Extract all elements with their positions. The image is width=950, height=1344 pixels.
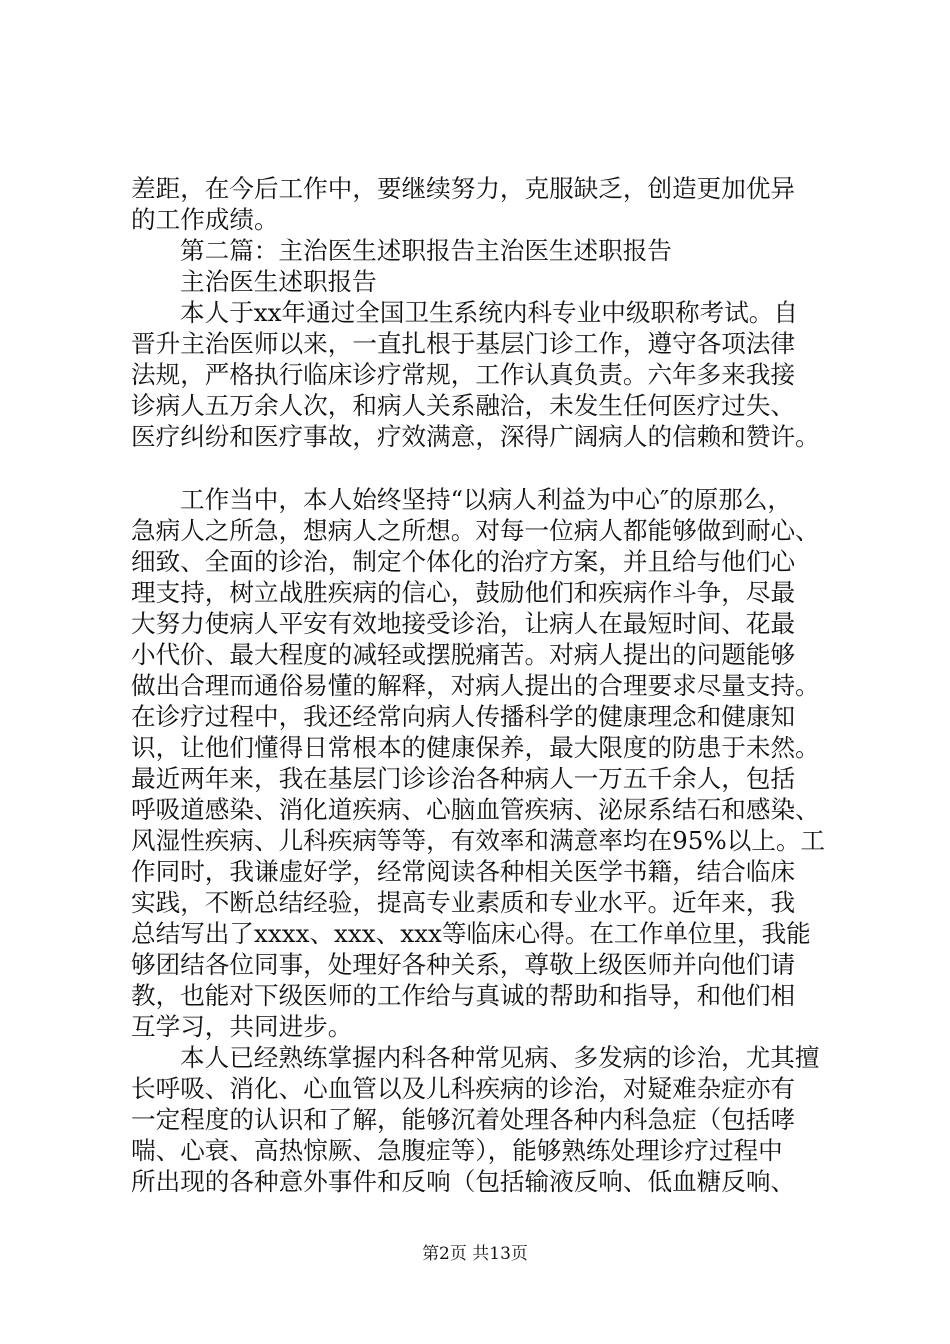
body-line: 急病人之所急，想病人之所想。对每一位病人都能够做到耐心、	[131, 516, 820, 545]
report-title: 主治医生述职报告	[180, 267, 377, 296]
body-line: 喘、心衰、高热惊厥、急腹症等），能够熟练处理诊疗过程中	[131, 1136, 783, 1165]
body-line: 晋升主治医师以来，一直扎根于基层门诊工作，遵守各项法律	[131, 329, 796, 358]
body-line: 法规，严格执行临床诊疗常规，工作认真负责。六年多来我接	[131, 360, 796, 389]
body-line: 小代价、最大程度的减轻或摆脱痛苦。对病人提出的问题能够	[131, 640, 796, 669]
body-line: 细致、全面的诊治，制定个体化的治疗方案，并且给与他们心	[131, 547, 796, 576]
body-line: 本人于xx年通过全国卫生系统内科专业中级职称考试。自	[180, 298, 798, 327]
body-line: 理支持，树立战胜疾病的信心，鼓励他们和疾病作斗争，尽最	[131, 578, 796, 607]
body-line: 呼吸道感染、消化道疾病、心脑血管疾病、泌尿系结石和感染、	[131, 795, 820, 824]
body-line: 教，也能对下级医师的工作给与真诚的帮助和指导，和他们相	[131, 981, 796, 1010]
body-line: 医疗纠纷和医疗事故，疗效满意，深得广阔病人的信赖和赞许。	[131, 422, 820, 451]
body-line: 大努力使病人平安有效地接受诊治，让病人在最短时间、花最	[131, 609, 796, 638]
body-line: 一定程度的认识和了解，能够沉着处理各种内科急症（包括哮	[131, 1105, 796, 1134]
body-line: 做出合理而通俗易懂的解释，对病人提出的合理要求尽量支持。	[131, 671, 820, 700]
body-line: 作同时，我谦虚好学，经常阅读各种相关医学书籍，结合临床	[131, 857, 796, 886]
body-line: 本人已经熟练掌握内科各种常见病、多发病的诊治，尤其擅	[180, 1043, 820, 1072]
body-line: 实践，不断总结经验，提高专业素质和专业水平。近年来，我	[131, 888, 796, 917]
body-line: 长呼吸、消化、心血管以及儿科疾病的诊治，对疑难杂症亦有	[131, 1074, 796, 1103]
body-line: 工作当中，本人始终坚持“以病人利益为中心″的原那么，	[180, 485, 793, 514]
body-line: 互学习，共同进步。	[131, 1012, 353, 1041]
body-line: 所出现的各种意外事件和反响（包括输液反响、低血糖反响、	[131, 1167, 796, 1196]
body-line: 诊病人五万余人次，和病人关系融洽，未发生任何医疗过失、	[131, 391, 796, 420]
body-line: 在诊疗过程中，我还经常向病人传播科学的健康理念和健康知	[131, 702, 796, 731]
body-line: 最近两年来，我在基层门诊诊治各种病人一万五千余人，包括	[131, 764, 796, 793]
page-footer: 第2页 共13页	[422, 1244, 528, 1264]
body-line: 差距，在今后工作中，要继续努力，克服缺乏，创造更加优异	[131, 174, 796, 203]
section-heading: 第二篇：主治医生述职报告主治医生述职报告	[180, 236, 672, 265]
body-line: 识，让他们懂得日常根本的健康保养，最大限度的防患于未然。	[131, 733, 820, 762]
body-line: 总结写出了xxxx、xxx、xxx等临床心得。在工作单位里，我能	[131, 919, 811, 948]
body-line: 风湿性疾病、儿科疾病等等，有效率和满意率均在95%以上。工	[131, 826, 826, 855]
body-line: 的工作成绩。	[131, 205, 279, 234]
body-line: 够团结各位同事，处理好各种关系，尊敬上级医师并向他们请	[131, 950, 796, 979]
